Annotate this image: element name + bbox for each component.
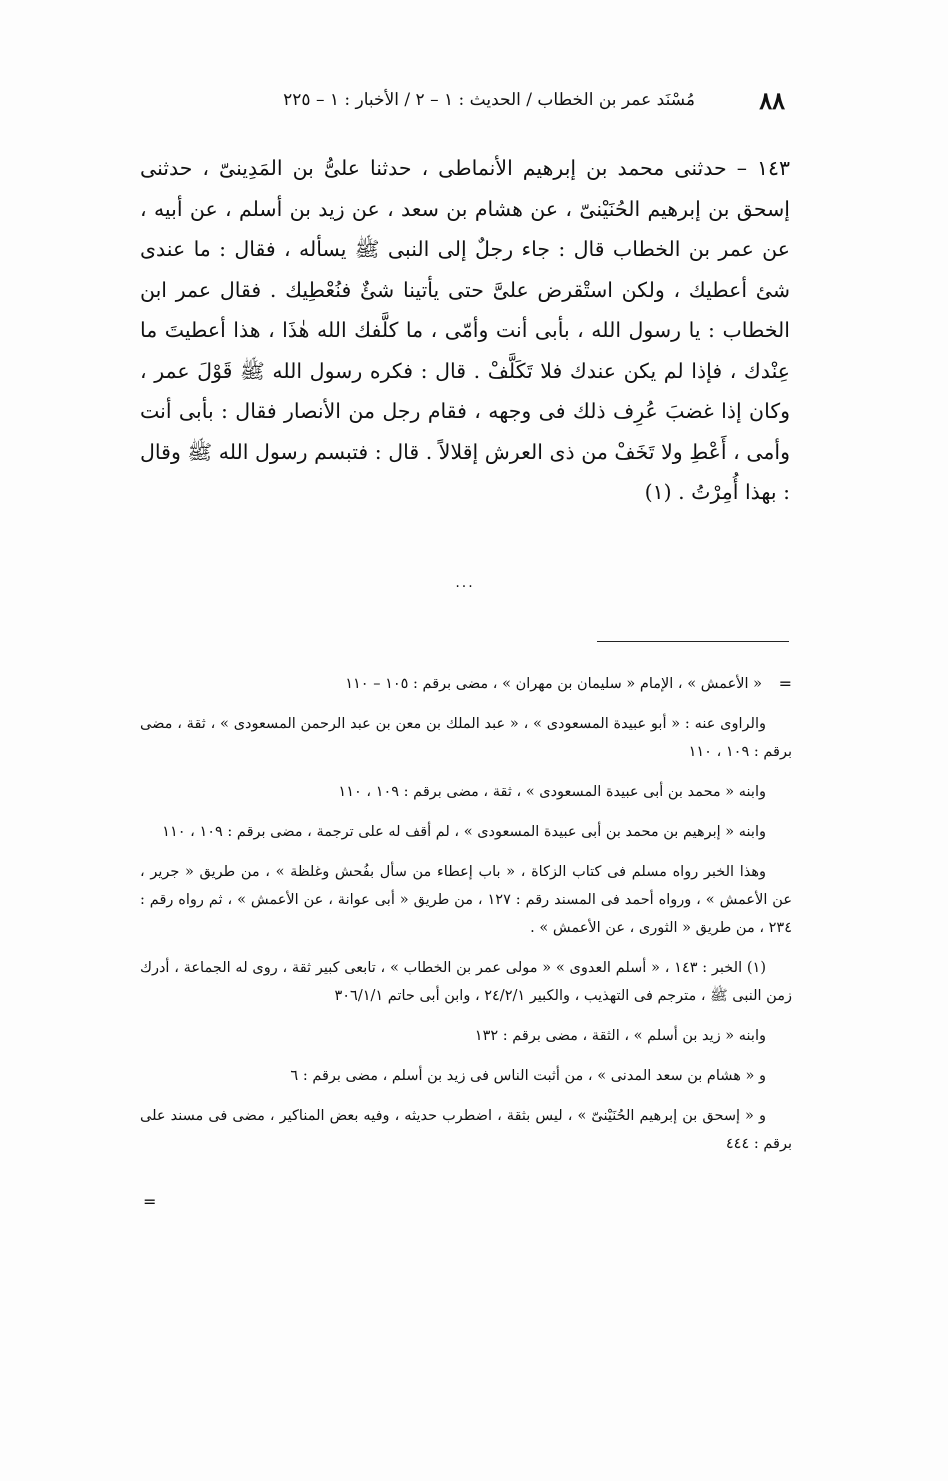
hadith-body	[140, 148, 790, 513]
footnote-divider	[597, 641, 789, 642]
footnote-paragraph: وابنه « محمد بن أبى عبيدة المسعودى » ، ثقة ، مضى برقم : ١٠٩ ، ١١٠	[338, 784, 766, 800]
footnote-paragraph: وابنه « زيد بن أسلم » ، الثقة ، مضى برقم : ١٣٢	[474, 1028, 766, 1044]
footnote-paragraph: و « إسحق بن إبرهيم الحُنَيْنىّ » ، ليس بثقة ، اضطرب حديثه ، وفيه بعض المناكير ، مضى فى مسند على برقم : ٤٤٤	[140, 1108, 792, 1152]
footnote-text: « الأعمش » ، الإمام « سليمان بن مهران » ، مضى برقم : ١٠٥ – ١١٠	[345, 676, 762, 692]
running-title: مُسْنَد عمر بن الخطاب / الحديث : ١ – ٢ / الأخبار : ١ – ٢٢٥	[283, 90, 695, 110]
footnote-paragraph: وهذا الخبر رواه مسلم فى كتاب الزكاة ، « باب إعطاء من سأل بفُحش وغلظة » ، من طريق « جرير ، عن الأعمش » ، ورواه أحمد فى المسند رقم : ١٢٧ ، من طريق « أبى عوانة ، عن الأعمش » ، ثم رواه رقم : ٢٣٤ ، من طريق « الثورى ، عن الأعمش » .	[140, 864, 792, 936]
footnote-paragraph	[140, 670, 792, 698]
footnote-paragraph: وابنه « إبرهيم بن محمد بن أبى عبيدة المسعودى » ، لم أقف له على ترجمة ، مضى برقم : ١٠٩ ، ١١٠	[162, 824, 766, 840]
footnote-paragraph: و « هشام بن سعد المدنى » ، من أثبت الناس فى زيد بن أسلم ، مضى برقم : ٦	[290, 1068, 766, 1084]
page-header	[150, 86, 785, 126]
hadith-text: ١٤٣ – حدثنى محمد بن إبرهيم الأنماطى ، حدثنا علىُّ بن المَدِينىّ ، حدثنى إسحق بن إبرهيم الحُنَيْنىّ ، عن هشام بن سعد ، عن زيد بن أسلم ، عن أبيه ، عن عمر بن الخطاب قال : جاء رجلٌ إلى النبى ﷺ يسأله ، فقال : ما عندى شئ أعطيك ، ولكن استْقرض علىَّ حتى يأتينا شئٌ فنُعْطِيك . فقال عمر ابن الخطاب : يا رسول الله ، بأبى أنت وأمّى ، ما كلَّفك الله هٰذَا ، هذا أعطيتَ ما عِنْدك ، فإذا لم يكن عندك فلا تَكَلَّفْ . قال : فكره رسول الله ﷺ قَوْلَ عمر ، وكان إذا غضبَ عُرِف ذلك فى وجهه ، فقام رجل من الأنصار فقال : بأبى أنت وأمى ، أَعْطِ ولا تَخَفْ من ذى العرش إقلالاً . قال : فتبسم رسول الله ﷺ وقال : بهذا أُمِرْتُ . (١)	[140, 156, 790, 504]
continuation-mark: =	[778, 674, 792, 693]
section-ornament: ...	[455, 575, 475, 591]
footnote-paragraph: والراوى عنه : « أبو عبيدة المسعودى » ، « عبد الملك بن معن بن عبد الرحمن المسعودى » ، ثقة ، مضى برقم : ١٠٩ ، ١١٠	[140, 716, 792, 760]
footnote-paragraph: (١) الخبر : ١٤٣ ، « أسلم العدوى » « مولى عمر بن الخطاب » ، تابعى كبير ثقة ، روى له الجماعة ، أدرك زمن النبى ﷺ ، مترجم فى التهذيب ، والكبير ٢٤/٢/١ ، وابن أبى حاتم ٣٠٦/١/١	[140, 960, 792, 1004]
page-number: ٨٨	[759, 86, 785, 115]
continuation-end-mark: =	[143, 1192, 157, 1211]
footnotes	[140, 670, 792, 1170]
